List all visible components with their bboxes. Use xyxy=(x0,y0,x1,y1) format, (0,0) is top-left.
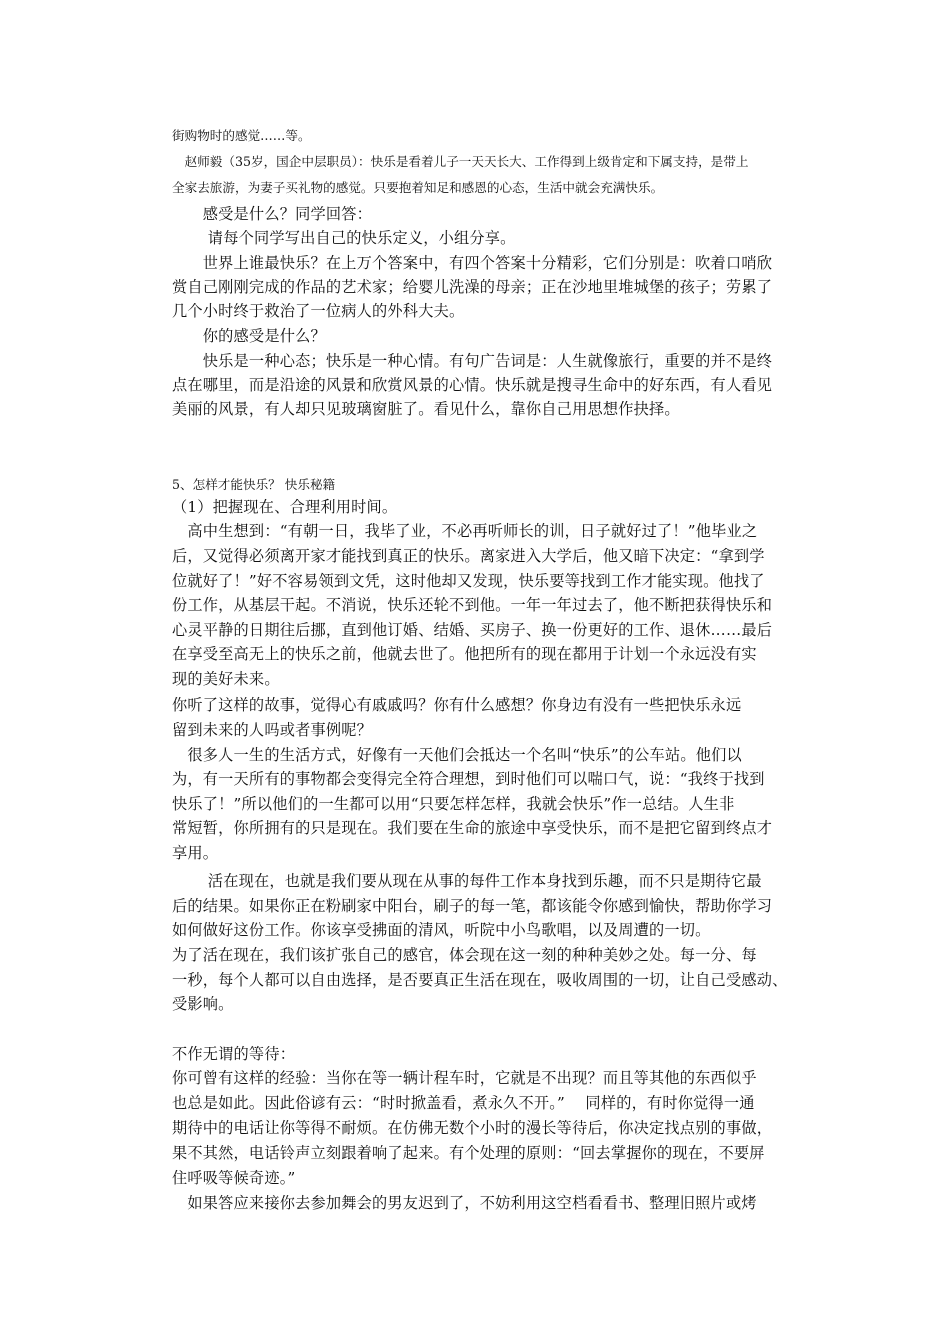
text-line: 如果答应来接你去参加舞会的男友迟到了，不妨利用这空档看看书、整理旧照片或烤 xyxy=(172,1194,757,1212)
text-line: 快乐了！”所以他们的一生都可以用“只要怎样怎样，我就会快乐”作一总结。人生非 xyxy=(172,795,735,813)
text-line: 感受是什么？同学回答： xyxy=(172,205,373,223)
text-line: 现的美好未来。 xyxy=(172,670,280,688)
text-line: 后，又觉得必须离开家才能找到真正的快乐。离家进入大学后，他又暗下决定：“拿到学 xyxy=(172,547,765,565)
text-line: 赵师毅（35岁，国企中层职员）：快乐是看着儿子一天天长大、工作得到上级肯定和下属支持，是带上 xyxy=(172,154,749,169)
text-line: 后的结果。如果你正在粉刷家中阳台，刷子的每一笔，都该能令你感到愉快，帮助你学习 xyxy=(172,897,773,915)
text-line: 期待中的电话让你等得不耐烦。在仿佛无数个小时的漫长等待后，你决定找点别的事做， xyxy=(172,1119,773,1137)
text-line: 一秒，每个人都可以自由选择，是否要真正生活在现在，吸收周围的一切，让自己受感动、 xyxy=(172,971,788,989)
text-line: 美丽的风景，有人却只见玻璃窗脏了。看见什么，靠你自己用思想作抉择。 xyxy=(172,400,680,418)
text-line: 赏自己刚刚完成的作品的艺术家；给婴儿洗澡的母亲；正在沙地里堆城堡的孩子；劳累了 xyxy=(172,278,773,296)
text-line: 受影响。 xyxy=(172,995,234,1013)
text-line: 世界上谁最快乐？在上万个答案中，有四个答案十分精彩，它们分别是：吹着口哨欣 xyxy=(172,254,773,272)
text-line: 位就好了！”好不容易领到文凭，这时他却又发现，快乐要等找到工作才能实现。他找了 xyxy=(172,572,765,590)
text-line: 请每个同学写出自己的快乐定义，小组分享。 xyxy=(172,229,516,247)
text-line: 你的感受是什么？ xyxy=(172,327,326,345)
text-line: 也总是如此。因此俗谚有云：“时时掀盖看，煮永久不开。” 同样的，有时你觉得一通 xyxy=(172,1094,755,1112)
text-line: 快乐是一种心态；快乐是一种心情。有句广告词是：人生就像旅行，重要的并不是终 xyxy=(172,352,773,370)
text-line: 活在现在，也就是我们要从现在从事的每件工作本身找到乐趣，而不只是期待它最 xyxy=(172,872,762,890)
text-line: 点在哪里，而是沿途的风景和欣赏风景的心情。快乐就是搜寻生命中的好东西，有人看见 xyxy=(172,376,773,394)
text-line: 果不其然，电话铃声立刻跟着响了起来。有个处理的原则：“回去掌握你的现在，不要屏 xyxy=(172,1144,765,1162)
text-line: 街购物时的感觉……等。 xyxy=(172,128,311,143)
text-line: 享用。 xyxy=(172,844,219,862)
text-line: 你听了这样的故事，觉得心有戚戚吗？你有什么感想？你身边有没有一些把快乐永远 xyxy=(172,696,742,714)
text-line: 不作无谓的等待： xyxy=(172,1045,296,1063)
text-line: 为了活在现在，我们该扩张自己的感官，体会现在这一刻的种种美妙之处。每一分、每 xyxy=(172,946,757,964)
text-line: 份工作，从基层干起。不消说，快乐还轮不到他。一年一年过去了，他不断把获得快乐和 xyxy=(172,596,773,614)
text-line: 为，有一天所有的事物都会变得完全符合理想，到时他们可以喘口气，说：“我终于找到 xyxy=(172,770,765,788)
text-line: 心灵平静的日期往后挪，直到他订婚、结婚、买房子、换一份更好的工作、退休……最后 xyxy=(172,621,773,639)
text-line: 留到未来的人吗或者事例呢？ xyxy=(172,721,373,739)
text-line: 住呼吸等候奇迹。” xyxy=(172,1169,296,1187)
text-line: 全家去旅游，为妻子买礼物的感觉。只要抱着知足和感恩的心态，生活中就会充满快乐。 xyxy=(172,180,664,195)
text-line: 常短暂，你所拥有的只是现在。我们要在生命的旅途中享受快乐，而不是把它留到终点才 xyxy=(172,819,773,837)
text-line: 在享受至高无上的快乐之前，他就去世了。他把所有的现在都用于计划一个永远没有实 xyxy=(172,645,757,663)
text-line: 几个小时终于救治了一位病人的外科大夫。 xyxy=(172,302,465,320)
text-line: 如何做好这份工作。你该享受拂面的清风，听院中小鸟歌唱，以及周遭的一切。 xyxy=(172,921,711,939)
text-line: 高中生想到：“有朝一日，我毕了业，不必再听师长的训，日子就好过了！”他毕业之 xyxy=(172,522,758,540)
text-line: 很多人一生的生活方式，好像有一天他们会抵达一个名叫“快乐”的公车站。他们以 xyxy=(172,746,742,764)
text-line: （1）把握现在、合理利用时间。 xyxy=(172,498,398,516)
text-line: 你可曾有这样的经验：当你在等一辆计程车时，它就是不出现？而且等其他的东西似乎 xyxy=(172,1069,757,1087)
section-heading: 5、怎样才能快乐？ 快乐秘籍 xyxy=(172,477,336,492)
